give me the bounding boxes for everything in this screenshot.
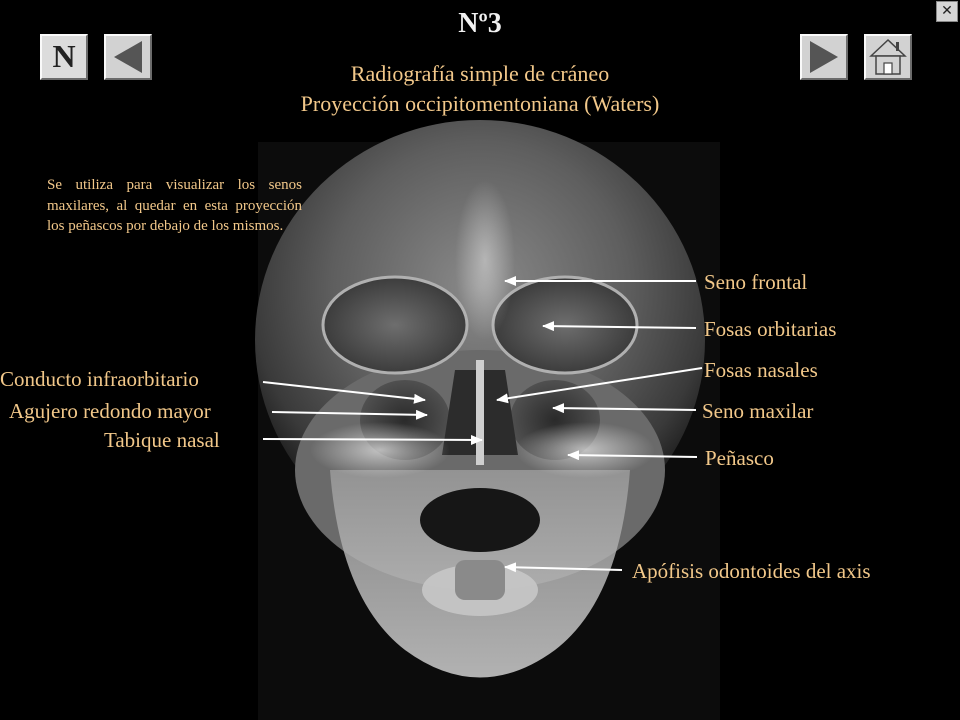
label-fosas-nasales: Fosas nasales (704, 358, 818, 382)
close-button[interactable] (936, 1, 958, 22)
label-apofisis-odontoides: Apófisis odontoides del axis (632, 559, 871, 583)
slide-title: Radiografía simple de cráneo (350, 61, 610, 86)
label-fosas-orbitarias: Fosas orbitarias (704, 317, 837, 341)
triangle-left-icon (106, 36, 150, 78)
slide-subtitle: Proyección occipitomentoniana (Waters) (300, 91, 660, 116)
label-tabique-nasal: Tabique nasal (104, 428, 220, 452)
label-agujero-redondo-mayor: Agujero redondo mayor (9, 399, 211, 423)
label-seno-frontal: Seno frontal (704, 270, 808, 294)
label-penasco: Peñasco (705, 446, 774, 470)
index-button-label: N (52, 38, 76, 74)
description-text: Se utiliza para visualizar los senos maxilares, al quedar en esta proyección los peñascos por debajo de los mismos. (47, 177, 302, 234)
house-icon (866, 36, 910, 78)
next-button[interactable] (800, 34, 848, 80)
triangle-right-icon (802, 36, 846, 78)
previous-button[interactable] (104, 34, 152, 80)
label-seno-maxilar: Seno maxilar (702, 399, 814, 423)
close-icon: ✕ (941, 3, 953, 19)
slide-number: Nº3 (458, 8, 502, 39)
index-button[interactable] (40, 34, 88, 80)
home-button[interactable] (864, 34, 912, 80)
label-conducto-infraorbitario: Conducto infraorbitario (0, 367, 199, 391)
